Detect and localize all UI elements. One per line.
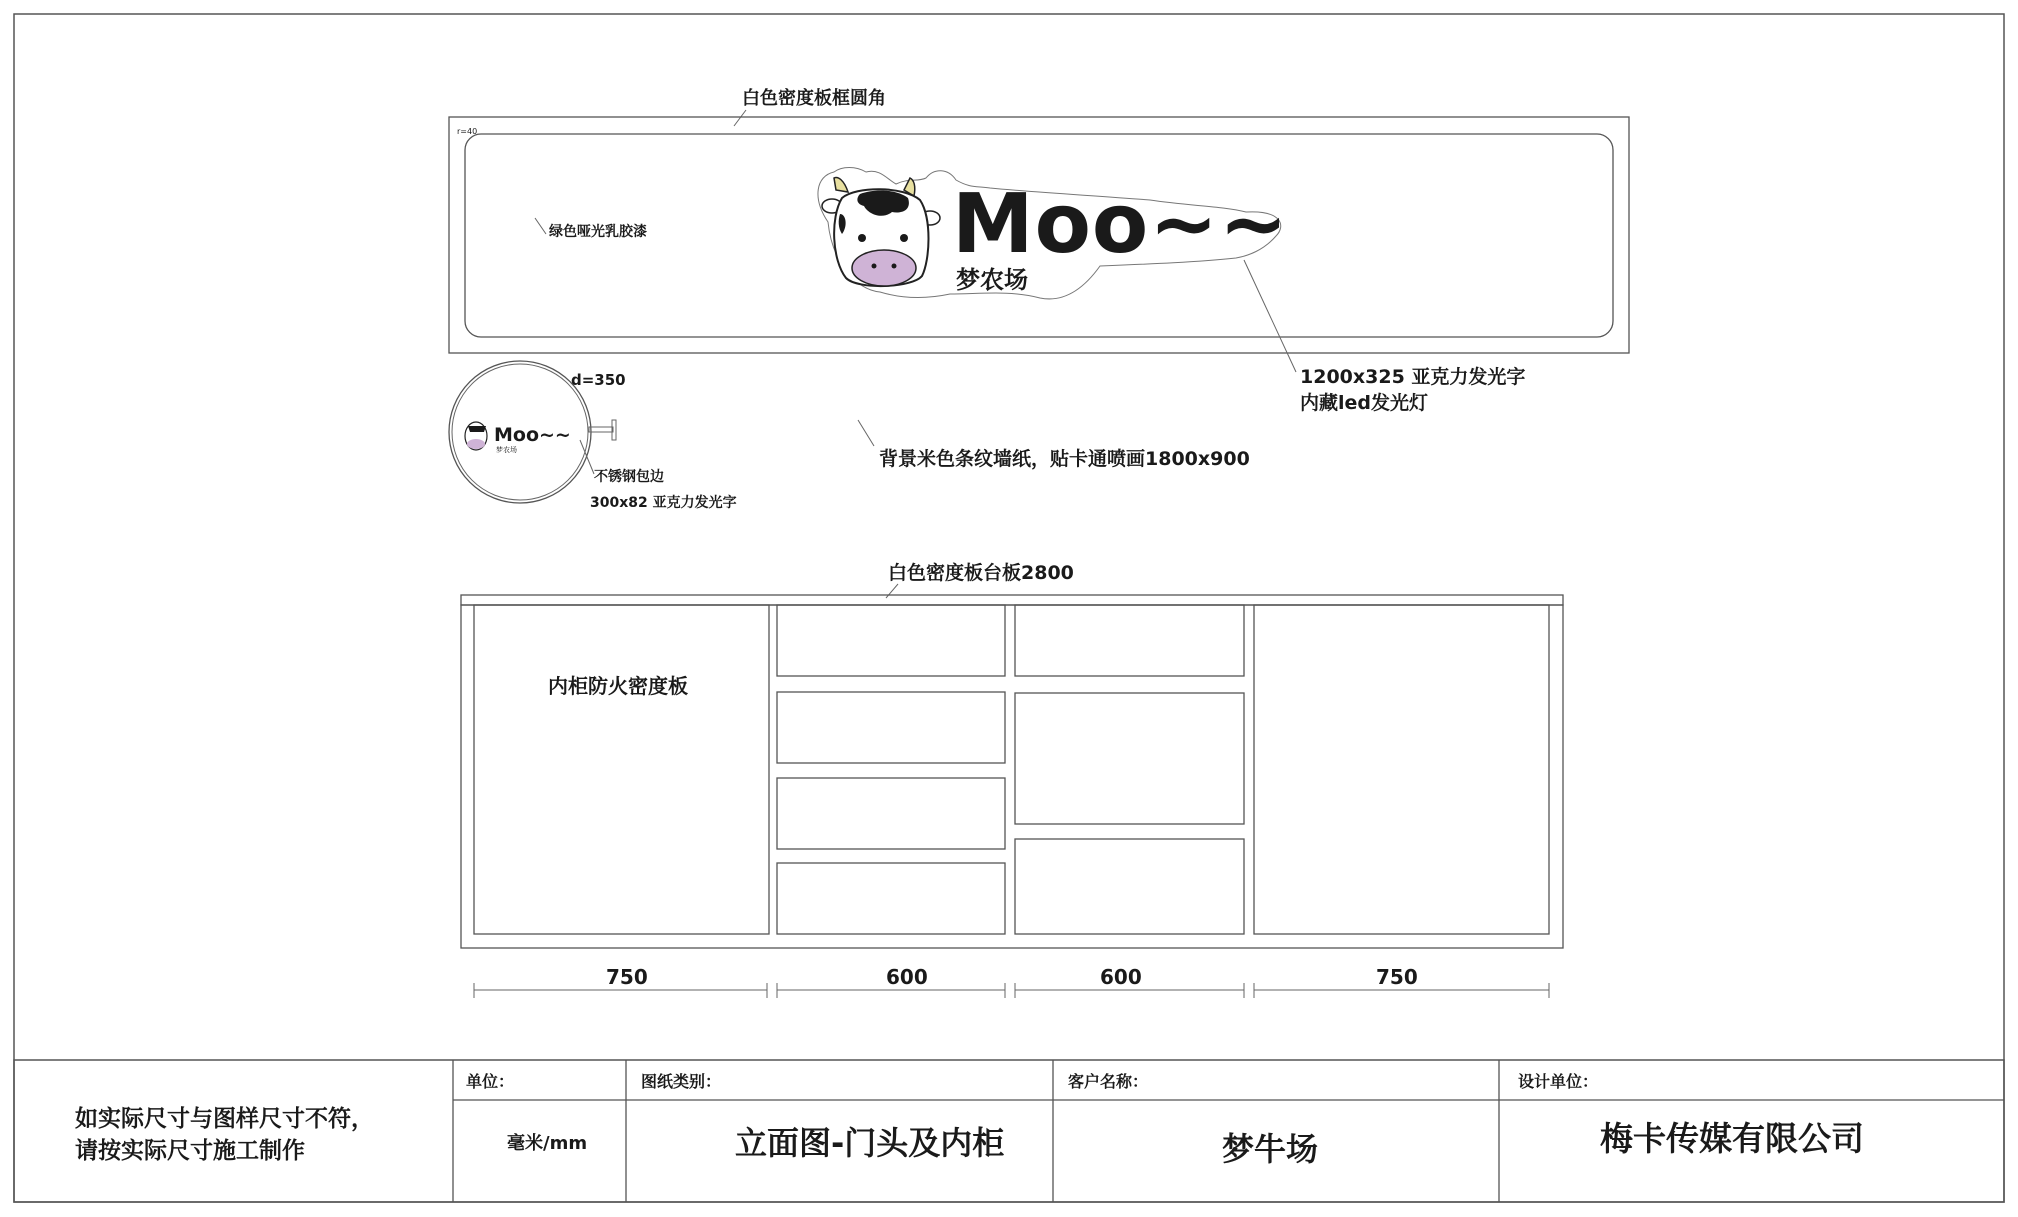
radius-label: r=40 xyxy=(457,127,478,136)
inner-cabinet-label: 内柜防火密度板 xyxy=(548,674,688,698)
drawer-b3 xyxy=(1015,839,1244,934)
round-sign xyxy=(449,361,737,511)
moo-logo xyxy=(818,168,1289,299)
signboard xyxy=(449,87,1629,414)
inner-cabinet-right xyxy=(1254,605,1549,934)
mini-cow-muzzle-icon xyxy=(467,439,485,449)
letter-spec-line2: 内藏led发光灯 xyxy=(1300,392,1428,414)
round-letter-label: 300x82 亚克力发光字 xyxy=(590,495,737,511)
counter-elevation xyxy=(461,561,1563,948)
mini-logo-wordmark: Moo~~ xyxy=(494,424,571,446)
wallpaper-label: 背景米色条纹墙纸，贴卡通喷画1800x900 xyxy=(879,448,1250,470)
designer-value: 梅卡传媒有限公司 xyxy=(1600,1119,1864,1158)
mini-cow-spot-icon xyxy=(468,426,486,432)
cow-nostril-right-icon xyxy=(892,264,897,269)
cow-eye-right-icon xyxy=(900,234,908,242)
logo-chinese-name: 梦农场 xyxy=(956,266,1028,294)
designer-header: 设计单位： xyxy=(1518,1072,1599,1091)
drawer-a4 xyxy=(777,863,1005,934)
counter-top-board xyxy=(461,595,1563,605)
frame-label: 白色密度板框圆角 xyxy=(742,88,886,109)
note-line2: 请按实际尺寸施工制作 xyxy=(75,1138,305,1164)
unit-value: 毫米/mm xyxy=(507,1133,588,1154)
dimension-600-right: 600 xyxy=(1100,965,1142,989)
counter-body xyxy=(461,605,1563,948)
logo-wordmark: Moo~~ xyxy=(952,177,1289,272)
drawer-a1 xyxy=(777,605,1005,676)
title-block xyxy=(14,1060,2004,1202)
unit-header: 单位： xyxy=(466,1072,515,1091)
drawer-a3 xyxy=(777,778,1005,849)
dimension-750-right: 750 xyxy=(1376,965,1418,989)
edge-label: 不锈钢包边 xyxy=(594,469,664,485)
inner-cabinet-left xyxy=(474,605,769,934)
dimension-750-left: 750 xyxy=(606,965,648,989)
client-header: 客户名称： xyxy=(1068,1072,1149,1091)
counter-top-label: 白色密度板台板2800 xyxy=(888,562,1074,584)
category-value: 立面图-门头及内柜 xyxy=(735,1124,1005,1162)
diameter-label: d=350 xyxy=(571,371,626,389)
drawer-b1 xyxy=(1015,605,1244,676)
client-value: 梦牛场 xyxy=(1222,1130,1319,1168)
cow-muzzle-icon xyxy=(852,250,916,286)
dimension-600-left: 600 xyxy=(886,965,928,989)
paint-label: 绿色哑光乳胶漆 xyxy=(549,224,647,240)
cow-nostril-left-icon xyxy=(872,264,877,269)
drawer-b2 xyxy=(1015,693,1244,824)
note-line1: 如实际尺寸与图样尺寸不符， xyxy=(75,1106,374,1132)
drawer-a2 xyxy=(777,692,1005,763)
cow-eye-left-icon xyxy=(858,234,866,242)
category-header: 图纸类别： xyxy=(641,1072,722,1091)
dimension-row xyxy=(474,965,1549,998)
letter-spec-line1: 1200x325 亚克力发光字 xyxy=(1300,366,1526,388)
round-sign-bracket xyxy=(589,427,613,432)
mini-logo-chinese-name: 梦农场 xyxy=(496,446,517,454)
